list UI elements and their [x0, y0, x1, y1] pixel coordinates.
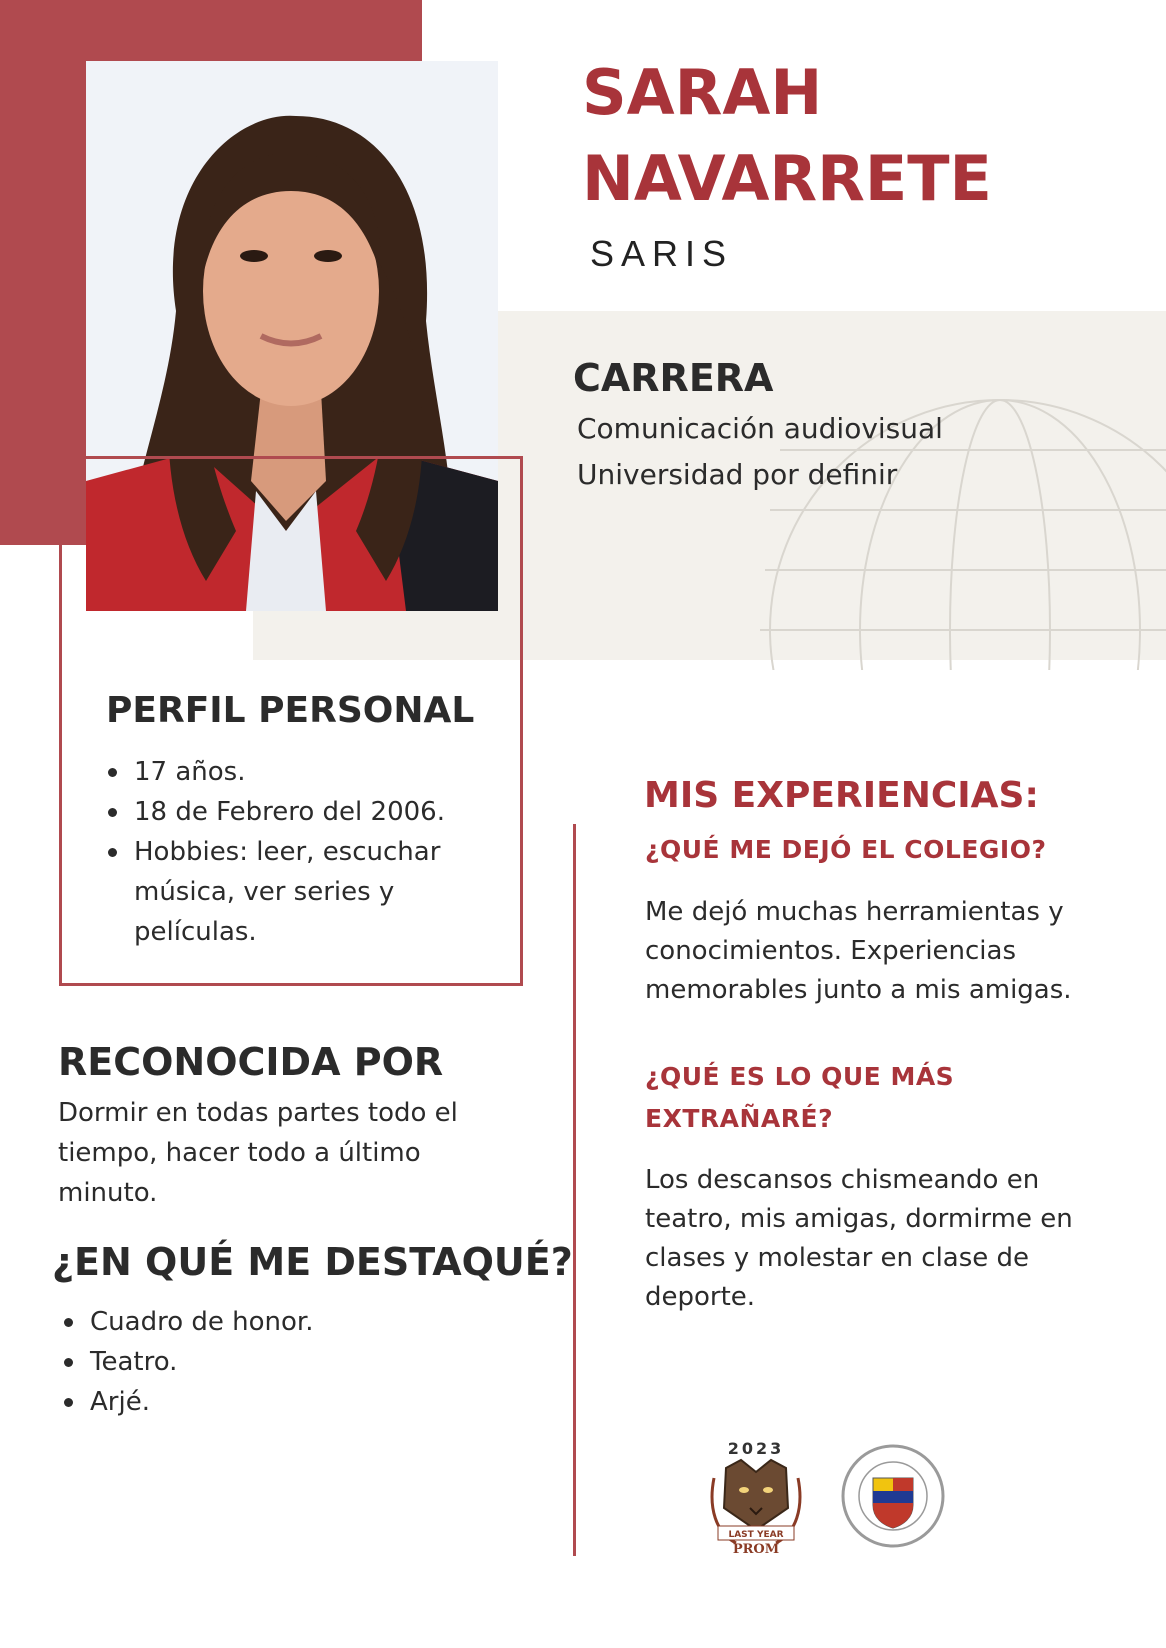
- first-name: SARAH: [582, 56, 823, 129]
- list-item: Hobbies: leer, escuchar música, ver series y películas.: [104, 832, 484, 952]
- prom-line2: PROM: [732, 1542, 780, 1557]
- last-name: NAVARRETE: [582, 142, 992, 215]
- list-item: Cuadro de honor.: [60, 1302, 480, 1342]
- prom-year: 2023: [727, 1439, 785, 1458]
- prom-logo: [706, 1438, 806, 1558]
- vertical-divider: [573, 824, 576, 1556]
- highlights-heading: ¿EN QUÉ ME DESTAQUÉ?: [52, 1240, 573, 1284]
- question-miss: ¿QUÉ ES LO QUE MÁS EXTRAÑARÉ?: [645, 1062, 955, 1133]
- career-program: Comunicación audiovisual: [577, 412, 943, 445]
- question-school: ¿QUÉ ME DEJÓ EL COLEGIO?: [645, 835, 1047, 864]
- recognized-for-text: Dormir en todas partes todo el tiempo, hacer todo a último minuto.: [58, 1098, 458, 1208]
- list-item: 18 de Febrero del 2006.: [104, 792, 484, 832]
- list-item: Teatro.: [60, 1342, 480, 1382]
- personal-profile-list: [104, 752, 484, 952]
- career-university: Universidad por definir: [577, 458, 898, 491]
- recognized-for-heading: RECONOCIDA POR: [58, 1040, 444, 1084]
- prom-line1: LAST YEAR: [728, 1530, 784, 1540]
- answer-school: Me dejó muchas herramientas y conocimientos. Experiencias memorables junto a mis amigas.: [645, 897, 1072, 1005]
- list-item: Arjé.: [60, 1382, 480, 1422]
- highlights-list: [60, 1302, 480, 1422]
- nickname: SARIS: [590, 233, 734, 274]
- answer-miss: Los descansos chismeando en teatro, mis amigas, dormirme en clases y molestar en clase de deporte.: [645, 1165, 1073, 1312]
- experiences-heading: MIS EXPERIENCIAS:: [644, 775, 1039, 816]
- personal-profile-heading: PERFIL PERSONAL: [106, 690, 475, 731]
- school-seal-logo: [840, 1443, 946, 1549]
- full-name: [582, 50, 1142, 222]
- list-item: 17 años.: [104, 752, 484, 792]
- career-heading: CARRERA: [573, 356, 774, 400]
